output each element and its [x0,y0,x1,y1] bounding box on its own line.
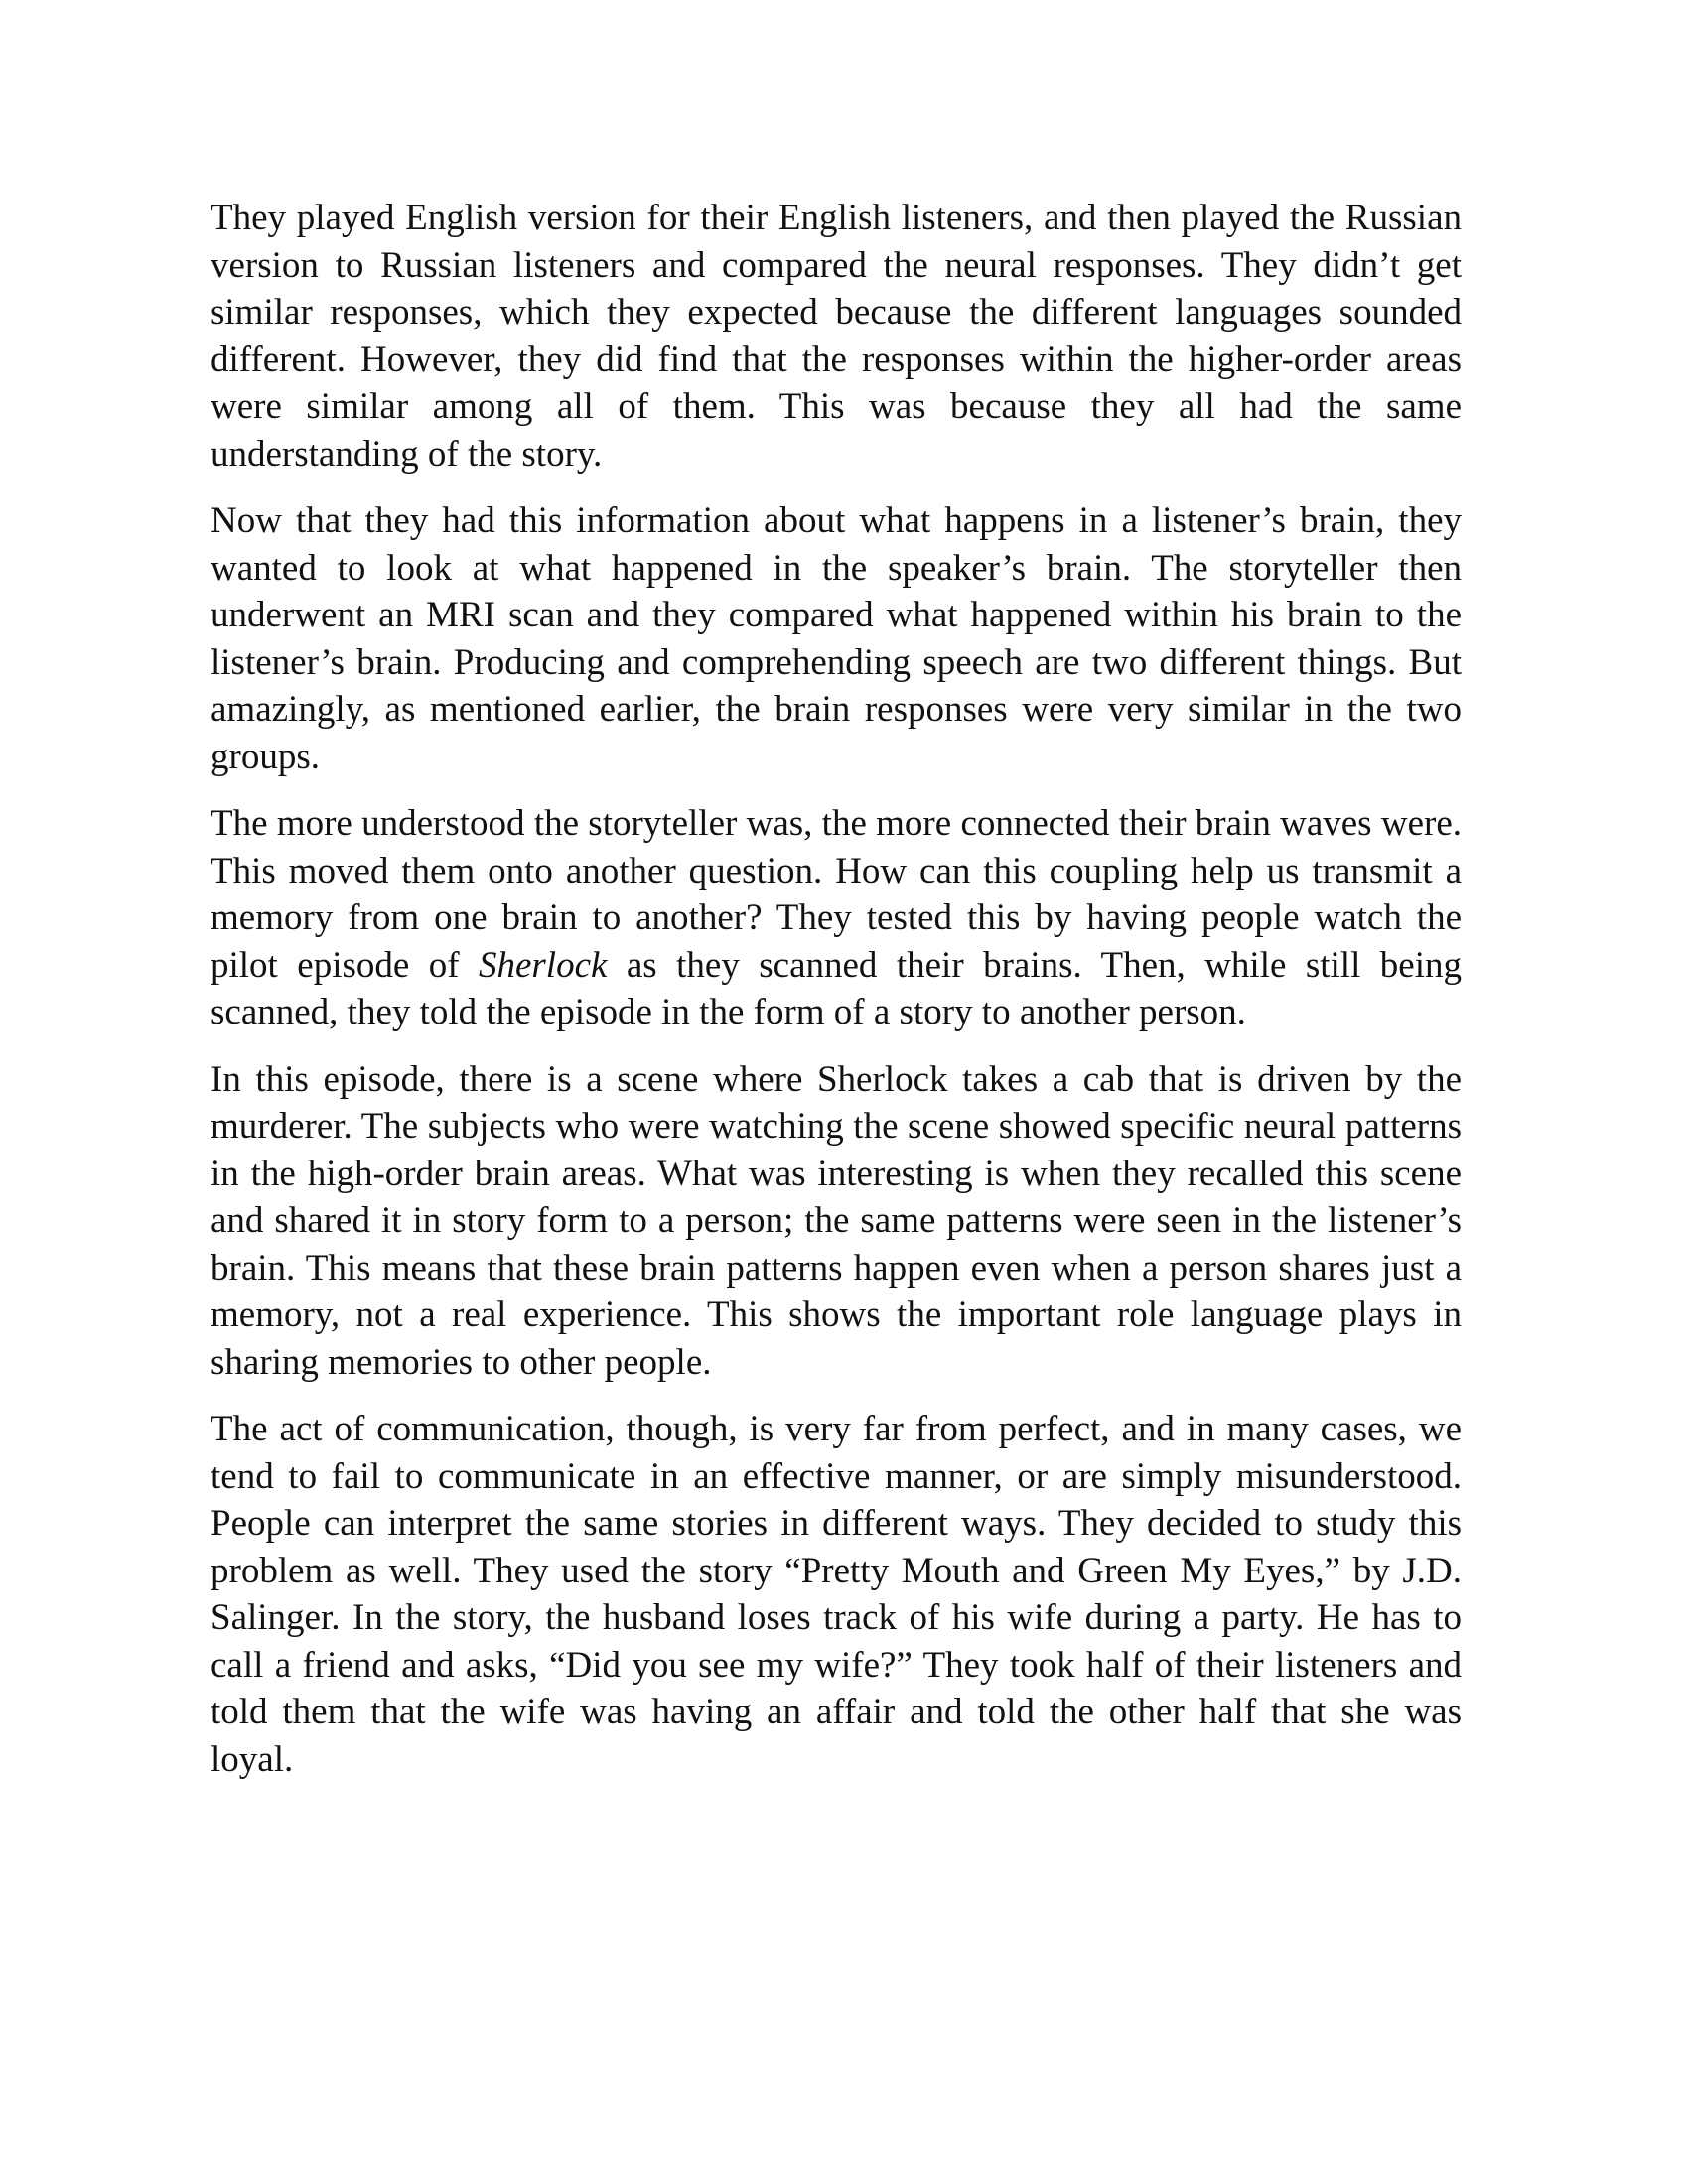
body-text [211,195,1462,1783]
sherlock-title-italic: Sherlock [478,944,608,986]
paragraph-3-text-before: The more understood the storyteller was, the more connected their brain waves were. This moved them onto another question. How can this coupling help us transmit a memory from one brain to another? They tested this by having people watch the pilot episode of [211,803,1462,986]
paragraph-1: They played English version for their English listeners, and then played the Russian version to Russian listeners and compared the neural responses. They didn’t get similar responses, which they expected because the different languages sounded different. However, they did find that the responses within the higher-order areas were similar among all of them. This was because they all had the same understanding of the story. [211,198,1462,475]
paragraph-3 [211,800,1462,1036]
paragraph-2: Now that they had this information about what happens in a listener’s brain, they wanted to look at what happened in the speaker’s brain. The storyteller then underwent an MRI scan and they compared what happened within his brain to the listener’s brain. Producing and comprehending speech are two different things. But amazingly, as mentioned earlier, the brain responses were very similar in the two groups. [211,500,1462,777]
paragraph-4: In this episode, there is a scene where Sherlock takes a cab that is driven by the murderer. The subjects who were watching the scene showed specific neural patterns in the high-order brain areas. What was interesting is when they recalled this scene and shared it in story form to a person; the same patterns were seen in the listener’s brain. This means that these brain patterns happen even when a person shares just a memory, not a real experience. This shows the important role language plays in sharing memories to other people. [211,1058,1462,1383]
paragraph-5: The act of communication, though, is very far from perfect, and in many cases, we tend to fail to communicate in an effective manner, or are simply misunderstood. People can interpret the same stories in different ways. They decided to study this problem as well. They used the story “Pretty Mouth and Green My Eyes,” by J.D. Salinger. In the story, the husband loses track of his wife during a party. He has to call a friend and asks, “Did you see my wife?” They took half of their listeners and told them that the wife was having an affair and told the other half that she was loyal. [211,1409,1462,1780]
paragraph-3-text-after: as they scanned their brains. Then, while still being scanned, they told the episode in the form of a story to another person. [211,944,1462,1032]
